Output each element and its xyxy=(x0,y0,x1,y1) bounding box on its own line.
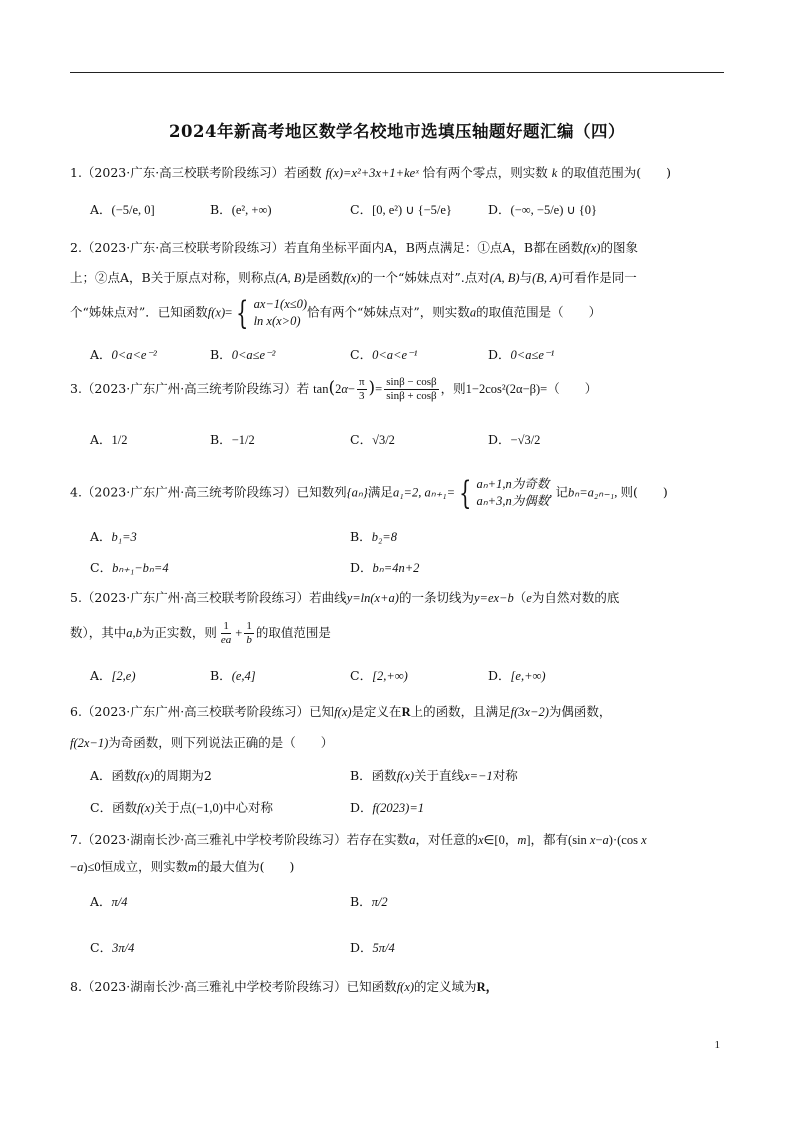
q6-option-a[interactable]: A．函数f(x)的周期为2 xyxy=(90,768,212,783)
q3-option-a[interactable]: A．1/2 xyxy=(90,432,128,447)
question-8-stem: 8.（2023·湖南长沙·高三雅礼中学校考阶段练习）已知函数f(x)的定义域为R， xyxy=(70,979,499,994)
q5-option-b[interactable]: B．(e,4] xyxy=(210,668,256,683)
question-2-stem-line3: 个“姊妹点对”．已知函数f(x)= { ax−1(x≤0) ln x(x>0) 恰有两个“姊妹点对”，则实数a的取值范围是（ ） xyxy=(70,294,602,332)
q2-option-a[interactable]: A．0<a<e⁻² xyxy=(90,347,157,362)
q4-option-a[interactable]: A．b₁=3 xyxy=(90,529,137,544)
q6-option-c[interactable]: C．函数f(x)关于点(−1,0)中心对称 xyxy=(90,800,273,815)
q7-option-a[interactable]: A．π/4 xyxy=(90,894,128,909)
q3-option-b[interactable]: B．−1/2 xyxy=(210,432,255,447)
question-2-stem-line1: 2.（2023·广东·高三校联考阶段练习）若直角坐标平面内A，B两点满足：①点A，B都在函数f(x)的图象 xyxy=(70,240,638,255)
question-7-stem-line2: −a)≤0恒成立，则实数m的最大值为( ) xyxy=(70,859,295,874)
question-6-stem-line2: f(2x−1)为奇函数，则下列说法正确的是（ ） xyxy=(70,735,334,750)
question-5-stem-line2: 数），其中a,b为正实数，则 $\frac{1}{ea}$ + $\frac{1}{b}$ 的取值范围是 xyxy=(70,620,331,646)
q5-option-d[interactable]: D．[e,+∞) xyxy=(488,668,546,683)
q5-option-a[interactable]: A．[2,e) xyxy=(90,668,136,683)
question-1-stem: 1.（2023·广东·高三校联考阶段练习）若函数 f(x)=x²+3x+1+keˣ 恰有两个零点，则实数 k 的取值范围为( ) xyxy=(70,165,672,180)
page-number: 1 xyxy=(714,1039,720,1051)
header-rule xyxy=(70,72,724,73)
q2-option-d[interactable]: D．0<a≤e⁻¹ xyxy=(488,347,555,362)
q1-option-a[interactable]: A．(−5/e, 0] xyxy=(90,202,155,217)
q2-option-c[interactable]: C．0<a<e⁻¹ xyxy=(350,347,418,362)
q3-option-d[interactable]: D．−√3/2 xyxy=(488,432,541,447)
question-7-stem-line1: 7.（2023·湖南长沙·高三雅礼中学校考阶段练习）若存在实数a，对任意的x∈[0，m]，都有(sin x−a)·(cos x xyxy=(70,832,647,847)
question-3-stem: 3.（2023·广东广州·高三统考阶段练习）若 tan(2α− $\frac{\pi}{3}$ )= $\frac{\sin\beta - \cos\beta}{\sin\beta + \cos\beta}$ ，则1−2cos²(2α−β)=（ ） xyxy=(70,376,598,402)
question-4-stem: 4.（2023·广东广州·高三统考阶段练习）已知数列{aₙ}满足a₁=2, aₙ₊₁= { aₙ+1,n为奇数 aₙ+3,n为偶数 , 记bₙ=a₂ₙ₋₁, 则( ) xyxy=(70,474,668,512)
question-2-stem-line2: 上；②点A，B关于原点对称，则称点(A, B)是函数f(x)的一个“姊妹点对”.点对(A, B)与(B, A)可看作是同一 xyxy=(70,270,637,285)
q2-option-b[interactable]: B．0<a≤e⁻² xyxy=(210,347,276,362)
q4-option-b[interactable]: B．b₂=8 xyxy=(350,529,397,544)
q3-option-c[interactable]: C．√3/2 xyxy=(350,432,395,447)
q4-piecewise: { aₙ+1,n为奇数 aₙ+3,n为偶数 xyxy=(459,474,550,512)
page-title: 2024年新高考地区数学名校地市选填压轴题好题汇编（四） xyxy=(169,122,625,141)
q2-piecewise: { ax−1(x≤0) ln x(x>0) xyxy=(236,294,308,332)
q5-option-c[interactable]: C．[2,+∞) xyxy=(350,668,408,683)
q1-function: f(x)=x²+3x+1+keˣ xyxy=(325,166,419,180)
q4-option-c[interactable]: C．bₙ₊₁−bₙ=4 xyxy=(90,560,169,575)
q1-option-d[interactable]: D．(−∞, −5/e) ∪ {0} xyxy=(488,202,598,217)
q7-option-d[interactable]: D．5π/4 xyxy=(350,940,395,955)
q7-option-b[interactable]: B．π/2 xyxy=(350,894,388,909)
q1-option-b[interactable]: B．(e², +∞) xyxy=(210,202,272,217)
q6-option-b[interactable]: B．函数f(x)关于直线x=−1对称 xyxy=(350,768,518,783)
q7-option-c[interactable]: C．3π/4 xyxy=(90,940,135,955)
question-5-stem-line1: 5.（2023·广东广州·高三校联考阶段练习）若曲线y=ln(x+a)的一条切线为y=ex−b（e为自然对数的底 xyxy=(70,590,620,605)
q4-option-d[interactable]: D．bₙ=4n+2 xyxy=(350,560,420,575)
q1-option-c[interactable]: C．[0, e²) ∪ {−5/e} xyxy=(350,202,452,217)
q6-option-d[interactable]: D．f(2023)=1 xyxy=(350,800,425,815)
question-6-stem-line1: 6.（2023·广东广州·高三校联考阶段练习）已知f(x)是定义在R上的函数，且满足f(3x−2)为偶函数， xyxy=(70,704,612,719)
